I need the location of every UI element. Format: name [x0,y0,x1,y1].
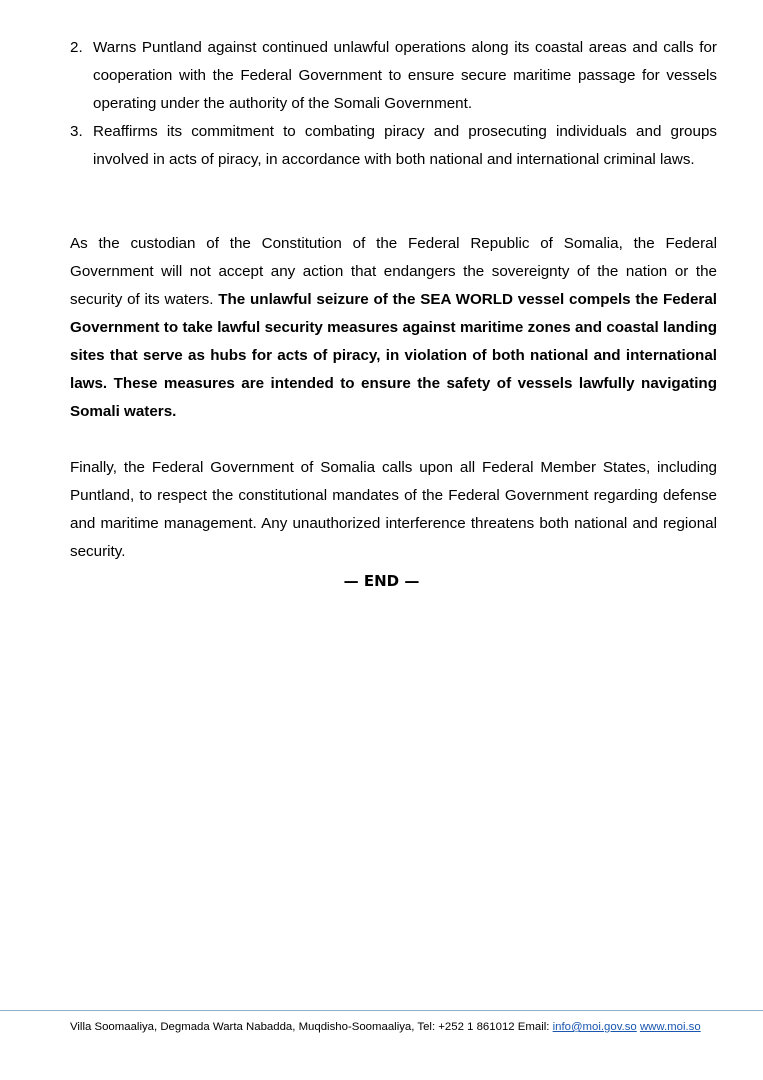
list-item [70,118,717,174]
list-item-number: 2. [70,39,83,56]
list-item-text: Warns Puntland against continued unlawful operations along its coastal areas and calls for cooperation with the Federal Government to ensure secure maritime passage for vessels operating under the authority of the Somali Government. [93,39,717,112]
end-mark: — END — [343,572,420,590]
paragraph-closing: Finally, the Federal Government of Somalia calls upon all Federal Member States, including Puntland, to respect the constitutional mandates of the Federal Government regarding defense and maritime management. Any unauthorized interference threatens both national and regional security. [70,459,717,560]
numbered-points [70,34,717,174]
paragraph-regular-text: As the custodian of the Constitution of the Federal Republic of Somalia, the Federal Government will not accept any action that endangers the sovereignty of the nation or the security of its waters. [70,235,717,308]
footer-address: Villa Soomaaliya, Degmada Warta Nabadda, Muqdisho-Soomaaliya, Tel: +252 1 861012 Email: [70,1021,553,1033]
footer [70,1019,750,1035]
footer-website-link[interactable]: www.moi.so [639,1021,701,1033]
footer-divider [0,1010,763,1011]
list-item-text: Reaffirms its commitment to combating piracy and prosecuting individuals and groups involved in acts of piracy, in accordance with both national and international criminal laws. [93,123,717,168]
paragraph-bold-text: The unlawful seizure of the SEA WORLD vessel compels the Federal Government to take lawful security measures against maritime zones and coastal landing sites that serve as hubs for acts of piracy, in violation of both national and international laws. These measures are intended to ensure the safety of vessels lawfully navigating Somali waters. [70,291,717,420]
spacer [70,174,717,202]
footer-email-link[interactable]: info@moi.gov.so [552,1021,637,1033]
spacer [70,202,717,230]
list-item-number: 3. [70,123,83,140]
paragraph-sovereignty [70,230,717,426]
document-body [70,34,717,566]
list-item [70,34,717,118]
spacer [70,426,717,454]
